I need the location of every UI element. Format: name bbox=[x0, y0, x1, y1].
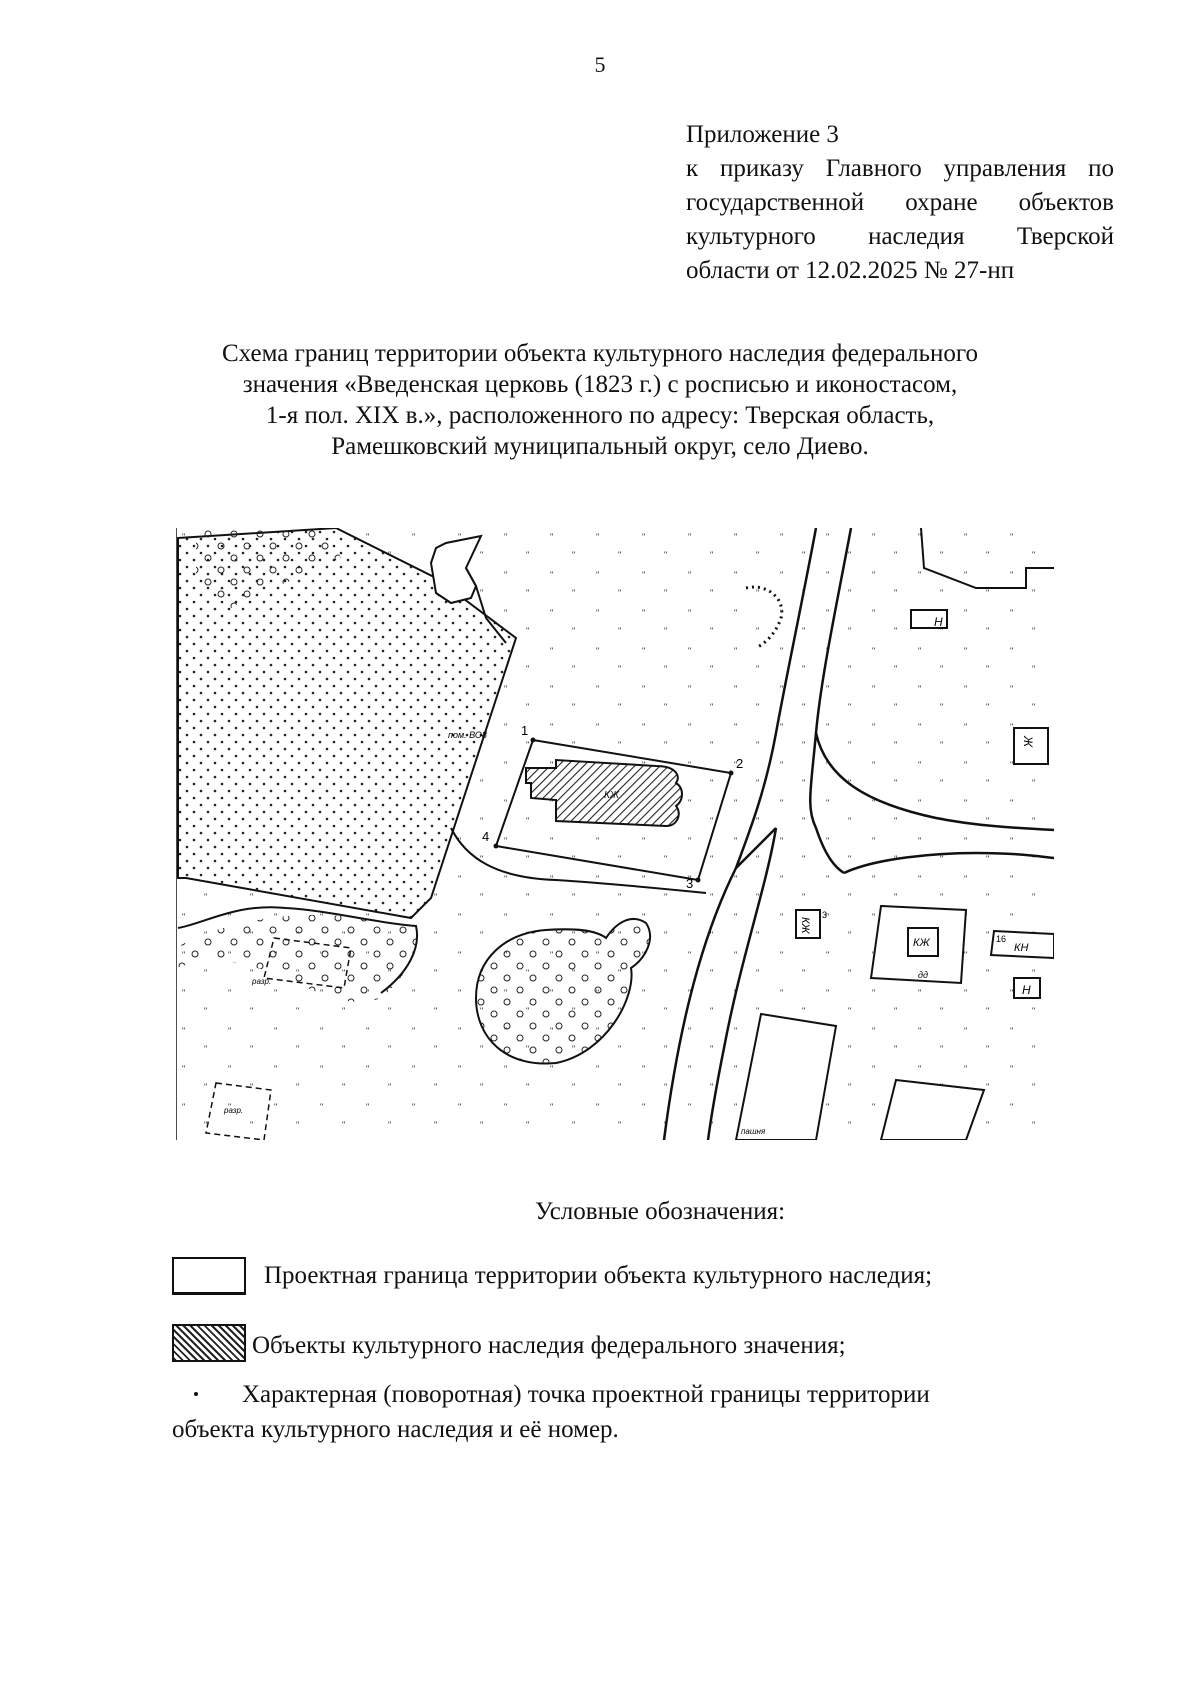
boundary-point-1 bbox=[531, 738, 536, 743]
appendix-line: Приложение 3 bbox=[686, 121, 839, 148]
hatched-swatch bbox=[172, 1324, 246, 1362]
title-line: Схема границ территории объекта культурного наследия федерального bbox=[221, 340, 979, 367]
svg-text:КЖ: КЖ bbox=[799, 917, 811, 934]
boundary-point-2 bbox=[729, 771, 734, 776]
building-n2 bbox=[1014, 978, 1040, 998]
svg-text:дд: дд bbox=[918, 970, 928, 980]
appendix-header bbox=[686, 118, 1114, 288]
title-line: значения «Введенская церковь (1823 г.) с росписью и иконостасом, bbox=[242, 371, 958, 398]
boundary-point-label: 4 bbox=[482, 829, 490, 844]
svg-text:Н: Н bbox=[1022, 983, 1031, 997]
building-n1 bbox=[911, 610, 947, 629]
boundary-point-label: 3 bbox=[686, 876, 694, 891]
svg-text:КН: КН bbox=[1014, 942, 1029, 954]
building-kn bbox=[991, 931, 1054, 958]
boundary-point-3 bbox=[696, 878, 701, 883]
legend-point bbox=[172, 1377, 1052, 1447]
boundary-swatch bbox=[172, 1257, 246, 1295]
point-marker-icon bbox=[194, 1392, 198, 1396]
boundary-point-4 bbox=[494, 844, 499, 849]
appendix-line: культурного наследия Тверской bbox=[686, 223, 1114, 250]
svg-text:3: 3 bbox=[822, 910, 828, 920]
appendix-line: государственной охране объектов bbox=[686, 189, 1114, 216]
territory-map bbox=[176, 528, 1054, 1140]
building-square-right bbox=[1014, 728, 1048, 764]
legend-point-line bbox=[172, 1377, 1052, 1412]
document-title bbox=[150, 338, 1050, 462]
svg-text:16: 16 bbox=[996, 934, 1007, 944]
field-note: пом. ВО8 bbox=[448, 730, 487, 740]
legend-boundary-text: Проектная граница территории объекта культурного наследия; bbox=[264, 1262, 933, 1289]
page-number: 5 bbox=[594, 52, 606, 77]
title-line: Рамешковский муниципальный округ, село Диево. bbox=[331, 433, 869, 460]
svg-text:разр.: разр. bbox=[252, 977, 272, 986]
svg-text:разр.: разр. bbox=[224, 1106, 244, 1115]
svg-text:Ж: Ж bbox=[1021, 736, 1035, 748]
svg-text:КЖ: КЖ bbox=[913, 937, 930, 949]
svg-text:Н: Н bbox=[934, 615, 943, 629]
legend-point-line: объекта культурного наследия и её номер. bbox=[172, 1416, 619, 1443]
svg-text:пашня: пашня bbox=[741, 1127, 766, 1136]
legend-point-text: Характерная (поворотная) точка проектной границы территории bbox=[242, 1381, 930, 1408]
boundary-point-label: 2 bbox=[736, 756, 744, 771]
legend-object-text: Объекты культурного наследия федерального значения; bbox=[252, 1332, 846, 1359]
church-label: КЖ bbox=[604, 790, 620, 801]
title-line: 1-я пол. XIX в.», расположенного по адресу: Тверская область, bbox=[265, 402, 935, 429]
boundary-point-label: 1 bbox=[521, 723, 529, 738]
building-kzh-square bbox=[871, 906, 966, 983]
appendix-line: области от 12.02.2025 № 27-нп bbox=[686, 257, 1015, 284]
appendix-line: к приказу Главного управления по bbox=[686, 155, 1114, 182]
legend-heading: Условные обозначения: bbox=[535, 1198, 786, 1225]
